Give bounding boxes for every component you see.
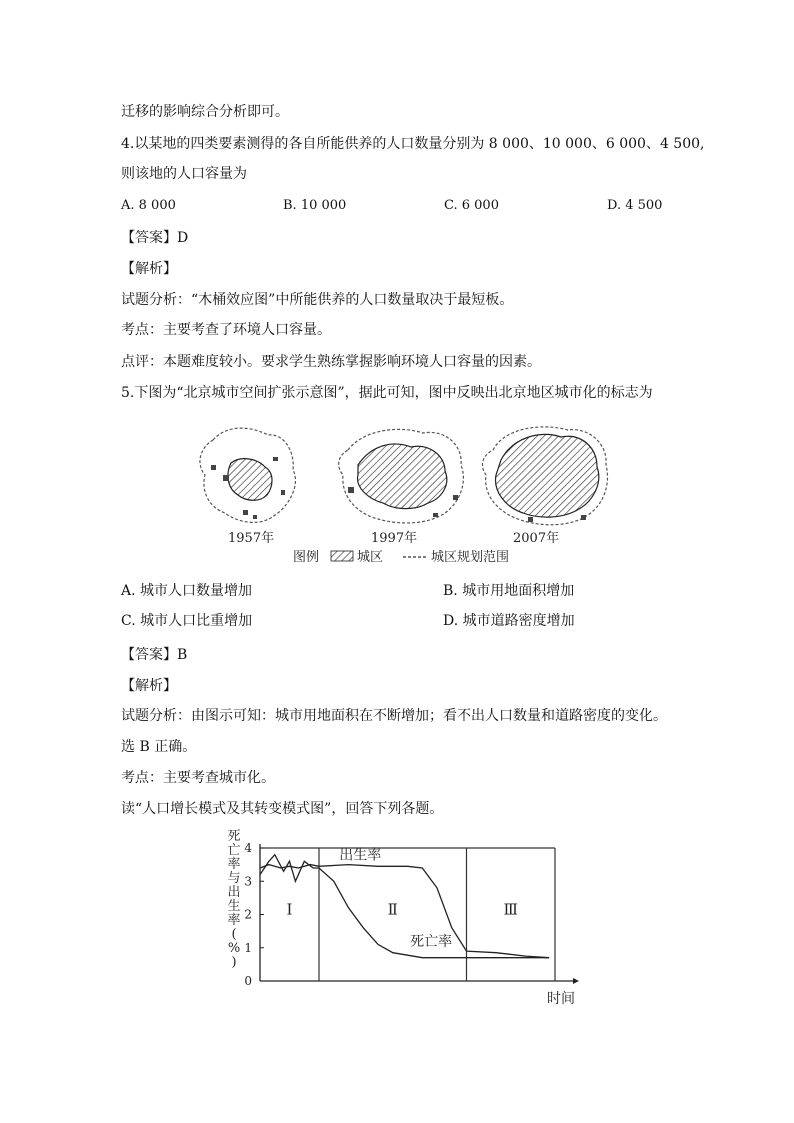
y-axis-label-char: %	[227, 941, 241, 956]
legend-urban-swatch	[331, 551, 353, 561]
legend-urban: 城区	[357, 550, 384, 565]
map-1997	[339, 429, 464, 523]
q5-option-d: D. 城市道路密度增加	[443, 613, 575, 629]
y-axis-label-char: 死	[227, 829, 241, 844]
stage-label: Ⅲ	[503, 900, 518, 919]
q5-option-b: B. 城市用地面积增加	[443, 583, 575, 599]
read-prompt: 读“人口增长模式及其转变模式图”，回答下列各题。	[121, 801, 444, 817]
y-axis-label-char: 生	[227, 899, 241, 914]
q4-stem-line2: 则该地的人口容量为	[121, 166, 247, 182]
series-label-death-rate: 死亡率	[410, 934, 453, 951]
map-year-2007: 2007年	[513, 531, 560, 546]
y-axis-label-char: )	[231, 955, 237, 970]
q5-point: 考点：主要考查城市化。	[121, 770, 275, 786]
population-chart	[220, 828, 590, 1008]
q5-analysis-line2: 选 B 正确。	[121, 739, 197, 755]
population-chart-svg	[220, 828, 590, 1008]
y-axis-label-char: 率	[227, 913, 241, 928]
q4-comment: 点评：本题难度较小。要求学生熟练掌握影响环境人口容量的因素。	[121, 354, 541, 370]
q5-option-c: C. 城市人口比重增加	[121, 613, 253, 629]
q4-option-c: C. 6 000	[444, 198, 499, 213]
q4-option-d: D. 4 500	[607, 198, 663, 213]
q5-stem: 5.下图为“北京城市空间扩张示意图”，据此可知，图中反映出北京地区城市化的标志为	[121, 385, 653, 401]
stage-label: Ⅰ	[286, 900, 293, 919]
y-tick-label: 0	[244, 974, 252, 988]
y-axis-label-char: 出	[227, 885, 241, 900]
q4-point: 考点：主要考查了环境人口容量。	[121, 322, 331, 338]
expansion-maps-svg	[183, 415, 613, 570]
x-axis-arrow	[573, 978, 579, 984]
beijing-expansion-figure	[183, 415, 613, 570]
q5-option-a: A. 城市人口数量增加	[121, 583, 253, 599]
y-tick-label: 2	[244, 907, 252, 922]
y-axis-label-char: 与	[227, 871, 241, 886]
q4-analysis: 试题分析：“木桶效应图”中所能供养的人口数量取决于最短板。	[121, 292, 514, 308]
q4-analysis-title: 【解析】	[121, 261, 177, 277]
series-label-birth-rate: 出生率	[339, 847, 382, 864]
map-year-1997: 1997年	[371, 531, 418, 546]
q4-stem-line1: 4.以某地的四类要素测得的各自所能供养的人口数量分别为 8 000、10 000、6 000、4 500,	[121, 136, 705, 152]
y-axis-label-char: (	[231, 927, 237, 942]
q4-answer: 【答案】D	[121, 230, 189, 246]
intro-line: 迁移的影响综合分析即可。	[121, 104, 289, 120]
x-axis-label: 时间	[547, 991, 575, 1007]
y-tick-label: 1	[244, 940, 252, 955]
y-tick-label: 3	[244, 874, 252, 889]
map-1957	[200, 428, 296, 522]
stage-label: Ⅱ	[387, 900, 398, 919]
q4-option-b: B. 10 000	[283, 198, 347, 213]
y-axis-label-char: 亡	[227, 843, 241, 858]
legend-prefix: 图例	[293, 550, 320, 565]
q5-analysis-title: 【解析】	[121, 678, 177, 694]
y-tick-label: 4	[244, 841, 252, 855]
map-2007	[482, 427, 607, 525]
q5-answer: 【答案】B	[121, 647, 188, 663]
legend-plan: 城区规划范围	[431, 550, 510, 565]
y-axis-label-char: 率	[227, 857, 241, 872]
q5-analysis-line1: 试题分析：由图示可知：城市用地面积在不断增加；看不出人口数量和道路密度的变化。	[121, 708, 667, 724]
map-year-1957: 1957年	[228, 531, 275, 546]
q4-option-a: A. 8 000	[121, 198, 176, 213]
